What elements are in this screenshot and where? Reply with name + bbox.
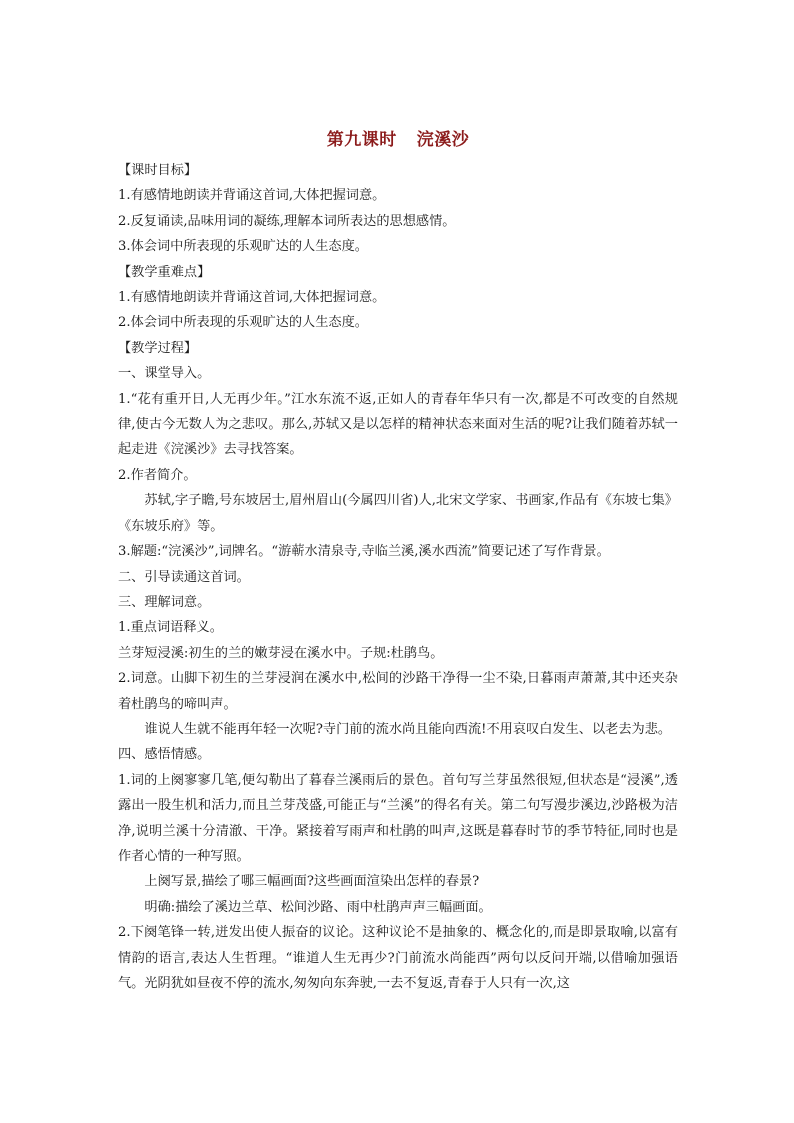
document-body bbox=[118, 158, 678, 996]
paragraph: 【教学过程】 bbox=[118, 340, 198, 356]
paragraph: 1.词的上阕寥寥几笔,便勾勒出了暮春兰溪雨后的景色。首句写兰芽虽然很短,但状态是“浸溪”,透露出一股生机和活力,而且兰芽茂盛,可能正与“兰溪”的得名有关。第二句写漫步溪边,沙路极为洁净,说明兰溪十分清澈、干净。紧接着写雨声和杜鹃的叫声,这既是暮春时节的季节特征,同时也是作者心情的一种写照。 bbox=[118, 772, 678, 864]
paragraph: 3.体会词中所表现的乐观旷达的人生态度。 bbox=[118, 239, 368, 255]
paragraph: 1.“花有重开日,人无再少年。”江水东流不返,正如人的青春年华只有一次,都是不可改变的自然规律,使古今无数人为之悲叹。那么,苏轼又是以怎样的精神状态来面对生活的呢?让我们随着苏轼一起走进《浣溪沙》去寻找答案。 bbox=[118, 391, 678, 458]
paragraph: 2.反复诵读,品味用词的凝练,理解本词所表达的思想感情。 bbox=[118, 213, 456, 229]
paragraph: 苏轼,字子瞻,号东坡居士,眉州眉山(今属四川省)人,北宋文学家、书画家,作品有《东坡七集》《东坡乐府》等。 bbox=[118, 493, 678, 534]
paragraph: 1.有感情地朗读并背诵这首词,大体把握词意。 bbox=[118, 188, 386, 204]
title-lesson: 第九课时 bbox=[326, 130, 397, 150]
paragraph: 1.重点词语释义。 bbox=[118, 620, 223, 636]
paragraph: 【课时目标】 bbox=[118, 163, 198, 178]
title-poem: 浣溪沙 bbox=[416, 130, 470, 150]
paragraph: 2.体会词中所表现的乐观旷达的人生态度。 bbox=[118, 315, 368, 331]
page-title bbox=[118, 124, 678, 156]
paragraph: 明确:描绘了溪边兰草、松间沙路、雨中杜鹃声声三幅画面。 bbox=[144, 899, 492, 915]
paragraph: 二、引导读通这首词。 bbox=[118, 569, 250, 585]
paragraph: 2.作者简介。 bbox=[118, 467, 197, 483]
paragraph: 1.有感情地朗读并背诵这首词,大体把握词意。 bbox=[118, 290, 386, 306]
document-page bbox=[118, 124, 678, 996]
paragraph: 谁说人生就不能再年轻一次呢?寺门前的流水尚且能向西流!不用哀叹白发生、以老去为悲。 bbox=[144, 721, 672, 737]
paragraph: 一、课堂导入。 bbox=[118, 366, 211, 382]
paragraph: 【教学重难点】 bbox=[118, 264, 211, 280]
paragraph: 上阕写景,描绘了哪三幅画面?这些画面渲染出怎样的春景? bbox=[144, 874, 480, 890]
paragraph: 三、理解词意。 bbox=[118, 594, 211, 610]
paragraph: 四、感悟情感。 bbox=[118, 747, 211, 763]
paragraph: 3.解题:“浣溪沙”,词牌名。“游蕲水清泉寺,寺临兰溪,溪水西流”简要记述了写作背景。 bbox=[118, 544, 610, 560]
paragraph: 2.下阕笔锋一转,迸发出使人振奋的议论。这种议论不是抽象的、概念化的,而是即景取喻,以富有情韵的语言,表达人生哲理。“谁道人生无再少?门前流水尚能西”两句以反问开端,以借喻加强语气。光阴犹如昼夜不停的流水,匆匆向东奔驶,一去不复返,青春于人只有一次,这 bbox=[118, 925, 678, 991]
paragraph: 2.词意。山脚下初生的兰芽浸润在溪水中,松间的沙路干净得一尘不染,日暮雨声萧萧,其中还夹杂着杜鹃鸟的啼叫声。 bbox=[118, 671, 678, 712]
paragraph: 兰芽短浸溪:初生的兰的嫩芽浸在溪水中。子规:杜鹃鸟。 bbox=[118, 645, 444, 661]
